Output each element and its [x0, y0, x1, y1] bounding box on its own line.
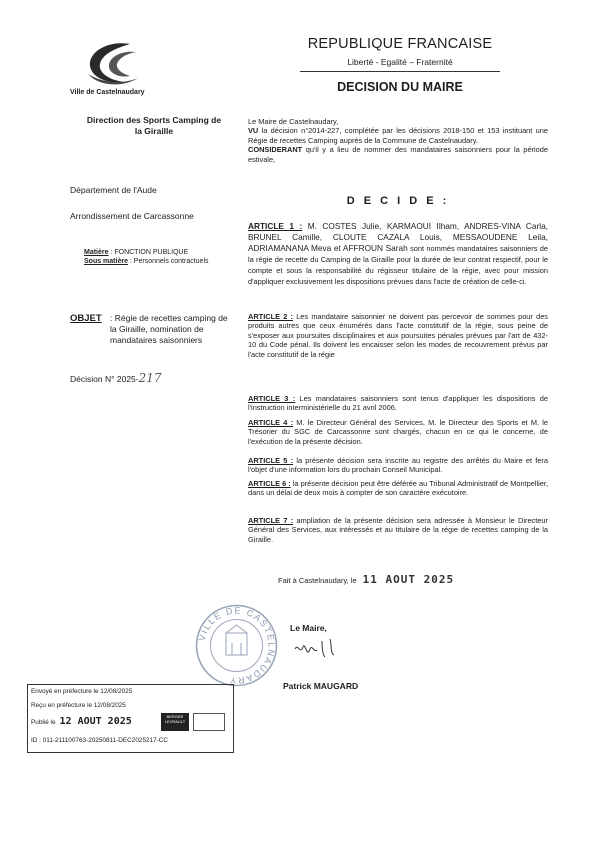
article-6-label: ARTICLE 6 :: [248, 479, 291, 488]
vu-label: VU: [248, 126, 259, 136]
decision-title: DECISION DU MAIRE: [337, 80, 463, 94]
publie-line: [31, 716, 132, 727]
objet-block: [70, 313, 230, 346]
article-1: [248, 221, 548, 287]
article-4: [248, 418, 548, 446]
article-5: [248, 456, 548, 475]
fait-a-line: [278, 573, 454, 586]
decide-heading: D E C I D E :: [346, 195, 450, 207]
republic-title: REPUBLIQUE FRANCAISE: [307, 36, 493, 52]
article-6-text: la présente décision peut être déférée au Tribunal Administratif de Montpellier, dans un délai de deux mois à compter de son caractère exécutoire.: [248, 479, 548, 498]
article-4-text: M. le Directeur Général des Services, M. le Directeur des Sports et M. le Trésorier du SGC de Carcassonne sont chargés, chacun en ce qui le concerne, de l'exécution de la présente décision.: [248, 418, 549, 446]
fait-label: Fait à Castelnaudary, le: [278, 576, 357, 585]
republic-motto: Liberté - Egalité – Fraternité: [347, 57, 453, 67]
article-7-label: ARTICLE 7 :: [248, 516, 294, 525]
decision-number-handwritten: 217: [138, 371, 162, 385]
town-caption: Ville de Castelnaudary: [70, 89, 145, 96]
article-7: [248, 516, 548, 544]
matiere-block: [84, 248, 209, 266]
id-line: ID : 011-211100763-20250811-DEC2025217-CC: [31, 737, 169, 744]
article-2: [248, 312, 548, 359]
matiere-value: : FONCTION PUBLIQUE: [108, 249, 189, 256]
publie-date-stamp: 12 AOUT 2025: [59, 716, 132, 727]
decision-number: [70, 373, 162, 385]
article-6: [248, 479, 548, 498]
le-maire-label: Le Maire,: [290, 623, 327, 633]
article-2-label: ARTICLE 2 :: [248, 312, 293, 321]
publisher-logo-icon: [193, 713, 225, 731]
article-1-text: sont nommés mandataires saisonniers de la régie de recette du Camping de la Giraille pour la durée de leur contrat respectif, pour le compte et sous la responsabilité du régisseur titulaire de la régie, avec pour mission d'appliquer exclusivement les dispositions prévues dans l'acte de création de celle-ci.: [248, 244, 548, 286]
town-seal-stamp-icon: [194, 603, 279, 688]
article-5-text: la présente décision sera inscrite au registre des arrêtés du Maire et fera l'objet d'une information lors du prochain Conseil Municipal.: [248, 456, 548, 475]
article-3: [248, 394, 548, 413]
signature-icon: [292, 635, 342, 665]
article-4-label: ARTICLE 4 :: [248, 418, 294, 427]
direction-label: Direction des Sports Camping de la Giraille: [86, 115, 222, 136]
article-5-label: ARTICLE 5 :: [248, 456, 294, 465]
objet-text: : Régie de recettes camping de la Giraille, nomination de mandataires saisonniers: [110, 313, 228, 345]
decision-number-label: Décision N° 2025-: [70, 374, 139, 384]
article-1-names: M. COSTES Julie, KARMAOUI Ilham, ANDRES-VINA Carla, BRUNEL Camille, CLOUTE CAZALA Louis, MESSAOUDENE Leila, ADRIAMANANA Meva et AFFROUN Sarah: [248, 221, 548, 253]
town-logo-icon: [78, 38, 148, 88]
objet-label: OBJET: [70, 313, 102, 324]
article-3-label: ARTICLE 3 :: [248, 394, 296, 403]
header-divider: [300, 71, 500, 72]
prefecture-registration-box: [27, 684, 234, 753]
intro-line: Le Maire de Castelnaudary,: [248, 117, 339, 126]
svg-text:VILLE DE CASTELNAUDARY: VILLE DE CASTELNAUDARY: [196, 605, 277, 686]
berger-levrault-logo: BERGER LEVRAULT: [161, 713, 189, 731]
publie-label: Publié le: [31, 719, 56, 726]
fait-date-stamp: 11 AOUT 2025: [362, 573, 455, 586]
envoye-line: Envoyé en préfecture le 12/08/2025: [31, 688, 133, 695]
departement-label: Département de l'Aude: [70, 185, 157, 195]
recu-line: Reçu en préfecture le 12/08/2025: [31, 702, 126, 709]
vu-text: la décision n°2014-227, complétée par les décisions 2018-150 et 153 instituant une Régie de recettes Camping auprès de la Commune de Castelnaudary.: [248, 126, 548, 145]
intro-block: [248, 117, 548, 164]
article-7-text: ampliation de la présente décision sera adressée à Monsieur le Directeur Général des Services, aux intéressés et au titulaire de la régie de recettes camping de la Giraille.: [248, 516, 548, 544]
article-1-label: ARTICLE 1 :: [248, 221, 303, 231]
considerant-text: qu'il y a lieu de nommer des mandataires saisonniers pour la période estivale,: [248, 145, 548, 164]
article-3-text: Les mandataires saisonniers sont tenus d'appliquer les dispositions de l'instruction interministérielle du 21 avril 2006.: [248, 394, 548, 413]
considerant-label: CONSIDERANT: [248, 145, 303, 155]
matiere-label: Matière: [84, 249, 109, 256]
article-2-text: Les mandataire saisonnier ne doivent pas percevoir de sommes pour des produits autres que ceux énumérés dans l'acte constitutif de la régie, sous peine de s'exposer aux poursuites disciplinaires et aux poursuites pénales prévues par l'art de 432-10 du Code pénal. Ils doivent les encaisser selon les modes de recouvrement prévus par l'acte constitutif de la régie: [248, 312, 548, 359]
mayor-name: Patrick MAUGARD: [283, 681, 359, 691]
sous-matiere-value: : Personnels contractuels: [127, 258, 209, 265]
sous-matiere-label: Sous matière: [84, 258, 128, 265]
arrondissement-label: Arrondissement de Carcassonne: [70, 211, 194, 221]
